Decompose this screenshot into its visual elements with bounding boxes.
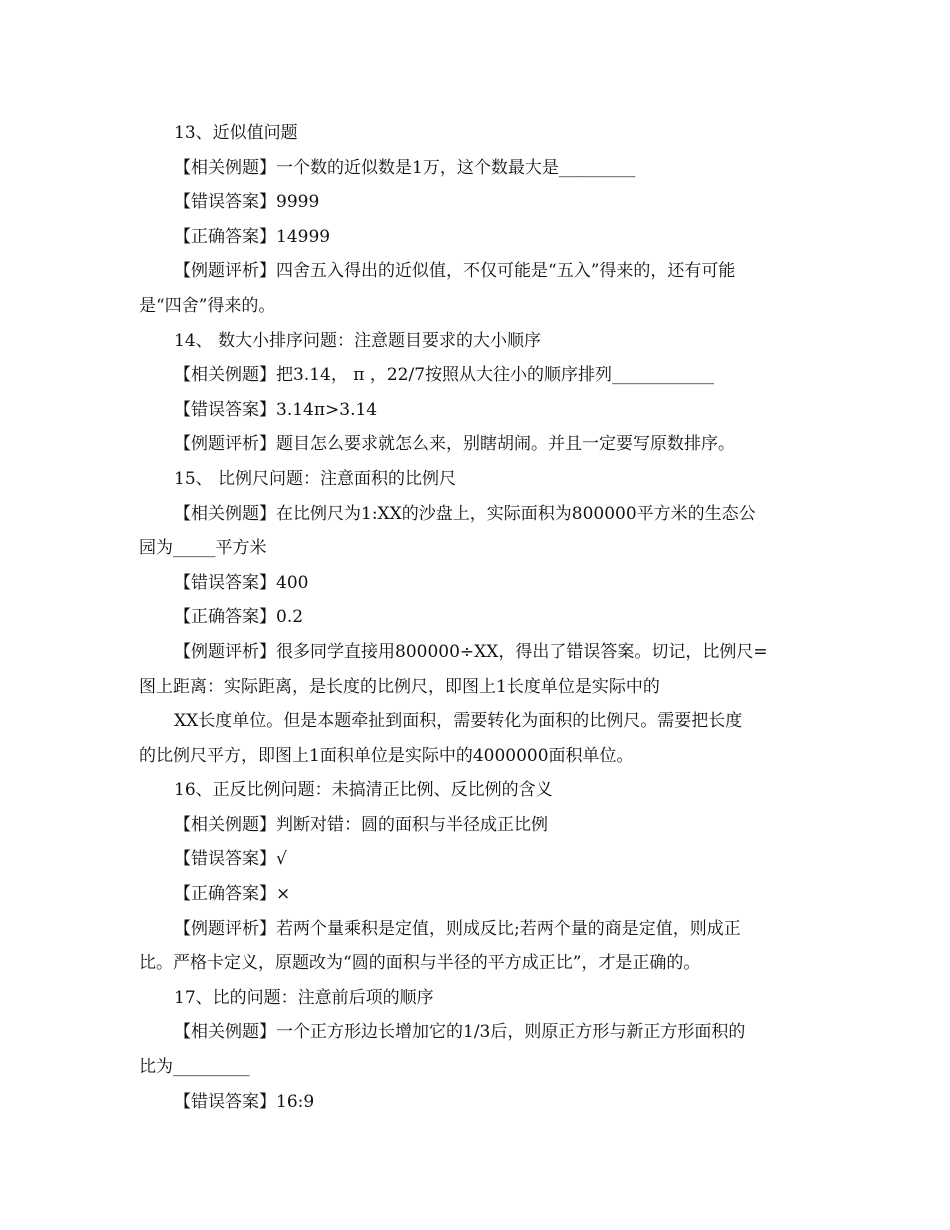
wrong-answer: 【错误答案】16:9	[174, 1091, 315, 1112]
document-body	[139, 116, 814, 1119]
example-question: 【相关例题】一个数的近似数是1万，这个数最大是_________	[174, 157, 636, 178]
example-analysis-continued: 图上距离：实际距离，是长度的比例尺，即图上1长度单位是实际中的	[139, 676, 660, 697]
example-question: 【相关例题】判断对错：圆的面积与半径成正比例	[174, 814, 548, 835]
correct-answer: 【正确答案】0.2	[174, 607, 304, 628]
example-question-continued: 比为_________	[139, 1057, 250, 1078]
example-analysis-continued: 比。严格卡定义，原题改为“圆的面积与半径的平方成正比”，才是正确的。	[139, 953, 701, 974]
example-question: 【相关例题】在比例尺为1:XX的沙盘上，实际面积为800000平方米的生态公	[174, 503, 756, 524]
section-heading-14: 14、 数大小排序问题：注意题目要求的大小顺序	[174, 330, 542, 351]
wrong-answer: 【错误答案】9999	[174, 192, 320, 213]
wrong-answer: 【错误答案】√	[174, 849, 287, 870]
wrong-answer: 【错误答案】400	[174, 572, 309, 593]
example-analysis: 【例题评析】很多同学直接用800000÷XX，得出了错误答案。切记，比例尺=	[174, 641, 768, 662]
correct-answer: 【正确答案】×	[174, 884, 291, 905]
paragraph-continued: XX长度单位。但是本题牵扯到面积，需要转化为面积的比例尺。需要把长度	[174, 711, 743, 732]
example-question: 【相关例题】一个正方形边长增加它的1/3后，则原正方形与新正方形面积的	[174, 1022, 746, 1043]
example-analysis: 【例题评析】四舍五入得出的近似值，不仅可能是“五入”得来的，还有可能	[174, 261, 736, 282]
example-analysis: 【例题评析】若两个量乘积是定值，则成反比;若两个量的商是定值，则成正	[174, 918, 741, 939]
wrong-answer: 【错误答案】3.14π>3.14	[174, 399, 378, 420]
section-heading-15: 15、 比例尺问题：注意面积的比例尺	[174, 468, 457, 489]
example-question: 【相关例题】把3.14， π ，22/7按照从大往小的顺序排列____________	[174, 365, 715, 386]
section-heading-16: 16、正反比例问题：未搞清正比例、反比例的含义	[174, 780, 553, 801]
section-heading-17: 17、比的问题：注意前后项的顺序	[174, 987, 434, 1008]
correct-answer: 【正确答案】14999	[174, 226, 331, 247]
example-analysis-continued: 是“四舍”得来的。	[139, 295, 276, 316]
paragraph-continued: 的比例尺平方，即图上1面积单位是实际中的4000000面积单位。	[139, 745, 634, 766]
example-question-continued: 园为_____平方米	[139, 538, 267, 559]
example-analysis: 【例题评析】题目怎么要求就怎么来，别瞎胡闹。并且一定要写原数排序。	[174, 434, 735, 455]
section-heading-13: 13、近似值问题	[174, 123, 298, 143]
